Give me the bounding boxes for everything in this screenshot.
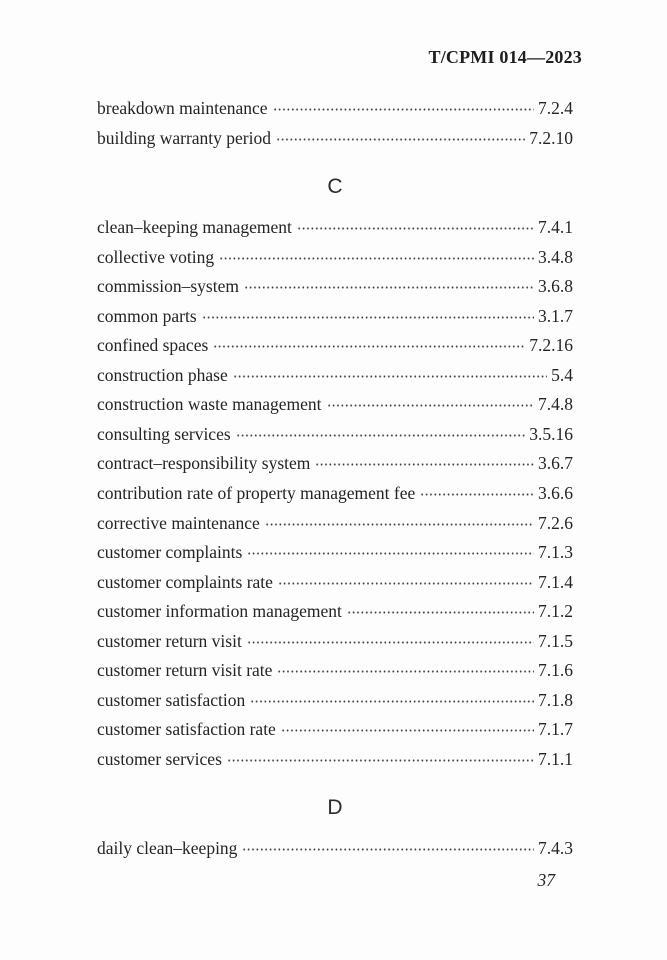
index-entry — [97, 390, 573, 420]
index-entry — [97, 302, 573, 332]
index-ref: 7.1.5 — [538, 630, 573, 651]
dotted-leader — [297, 224, 534, 233]
index-term: clean–keeping management — [97, 217, 292, 238]
index-ref: 3.5.16 — [529, 423, 573, 444]
dotted-leader — [247, 638, 534, 647]
dotted-leader — [233, 372, 547, 381]
index-entry — [97, 272, 573, 302]
section-letter: C — [327, 175, 343, 199]
index-entry — [97, 597, 573, 627]
index-entry — [97, 656, 573, 686]
index-entry — [97, 124, 573, 154]
index-term: customer return visit — [97, 630, 242, 651]
index-term: customer return visit rate — [97, 660, 273, 681]
section-entries — [97, 834, 573, 864]
index-ref: 7.1.1 — [538, 748, 573, 769]
index-term: contribution rate of property management fee — [97, 483, 416, 504]
document-code: T/CPMI 014—2023 — [428, 47, 582, 67]
dotted-leader — [247, 549, 534, 558]
index-term: corrective maintenance — [97, 512, 260, 533]
index-entry — [97, 420, 573, 450]
index-ref: 7.1.4 — [538, 571, 573, 592]
index-entry — [97, 509, 573, 539]
dotted-leader — [242, 845, 534, 854]
dotted-leader — [277, 667, 534, 676]
index-ref: 3.6.7 — [538, 453, 573, 474]
index-ref: 3.6.8 — [538, 276, 573, 297]
index-entry — [97, 361, 573, 391]
index-term: common parts — [97, 305, 197, 326]
dotted-leader — [244, 283, 534, 292]
index-term: customer satisfaction rate — [97, 719, 276, 740]
index-ref: 3.4.8 — [538, 246, 573, 267]
index-term: confined spaces — [97, 335, 209, 356]
index-entry — [97, 627, 573, 657]
index-ref: 7.1.6 — [538, 660, 573, 681]
dotted-leader — [236, 431, 526, 440]
index-entry — [97, 568, 573, 598]
dotted-leader — [420, 490, 534, 499]
index-ref: 7.1.3 — [538, 542, 573, 563]
dotted-leader — [347, 608, 534, 617]
index-ref: 7.4.1 — [538, 217, 573, 238]
index-term: customer satisfaction — [97, 689, 246, 710]
index-entry — [97, 243, 573, 273]
dotted-leader — [265, 520, 534, 529]
index-entry — [97, 715, 573, 745]
index-term: collective voting — [97, 246, 215, 267]
page-number: 37 — [537, 870, 555, 890]
index-entry — [97, 538, 573, 568]
index-ref: 5.4 — [551, 364, 573, 385]
index-ref: 7.1.2 — [538, 601, 573, 622]
index-entry — [97, 331, 573, 361]
index-entry — [97, 479, 573, 509]
index-ref: 3.1.7 — [538, 305, 573, 326]
dotted-leader — [327, 401, 534, 410]
dotted-leader — [202, 313, 534, 322]
dotted-leader — [273, 105, 534, 114]
index-entry — [97, 213, 573, 243]
dotted-leader — [227, 756, 534, 765]
dotted-leader — [219, 254, 534, 263]
index-ref: 7.2.6 — [538, 512, 573, 533]
index-entry — [97, 94, 573, 124]
index-ref: 7.1.7 — [538, 719, 573, 740]
index-term: customer services — [97, 748, 222, 769]
index-ref: 7.1.8 — [538, 689, 573, 710]
index-term: customer complaints rate — [97, 571, 273, 592]
index-term: contract–responsibility system — [97, 453, 311, 474]
index-entry — [97, 745, 573, 775]
index-ref: 7.2.16 — [529, 335, 573, 356]
dotted-leader — [250, 697, 534, 706]
index-entry — [97, 449, 573, 479]
dotted-leader — [276, 135, 525, 144]
index-ref: 3.6.6 — [538, 483, 573, 504]
section-entries — [97, 213, 573, 774]
index-term: construction waste management — [97, 394, 322, 415]
index-ref: 7.4.3 — [538, 838, 573, 859]
index-term: breakdown maintenance — [97, 98, 268, 118]
index-term: construction phase — [97, 364, 228, 385]
index-list — [97, 94, 573, 864]
index-term: building warranty period — [97, 127, 271, 148]
dotted-leader — [278, 579, 534, 588]
section-letter: D — [327, 796, 343, 820]
dotted-leader — [281, 726, 534, 735]
index-term: consulting services — [97, 423, 231, 444]
index-entry — [97, 834, 573, 864]
index-ref: 7.4.8 — [538, 394, 573, 415]
index-term: daily clean–keeping — [97, 838, 238, 859]
dotted-leader — [213, 342, 525, 351]
index-term: customer information management — [97, 601, 342, 622]
index-term: customer complaints — [97, 542, 243, 563]
index-term: commission–system — [97, 276, 239, 297]
index-ref: 7.2.10 — [529, 127, 573, 148]
dotted-leader — [315, 460, 534, 469]
index-entry — [97, 686, 573, 716]
index-ref: 7.2.4 — [538, 98, 573, 118]
